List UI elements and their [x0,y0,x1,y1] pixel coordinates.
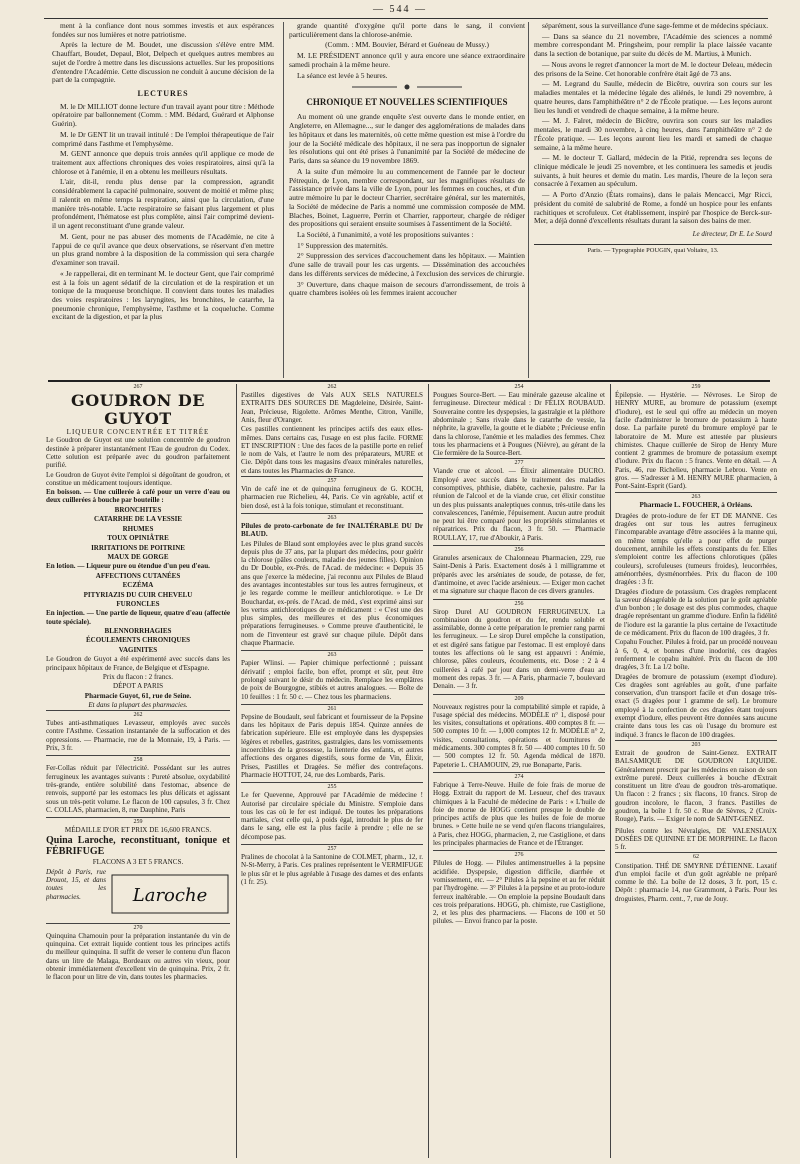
ad-text: En injection. — Une partie de liqueur, quatre d'eau (affectée toute spéciale). [46,609,230,626]
ad-text: Fabrique à Terre-Neuve. Huile de foie frais de morue de Hogg. Extrait du rapport de M. Lesueur, chef des travaux chimiques à la Faculté de médecine de Paris : « L'huile de foie de morue de HOGG contient presque le double de principes actifs de plus que les huiles de foie de morue brunes. » Cette huile ne se vend qu'en flacons triangulaires, à Paris, chez HOGG, pharmacien, 2, rue Castiglione, et dans les principales pharmacies de France et de l'Étranger. [433,780,605,848]
ad-number: 263 [327,514,337,521]
ad-text: Épilepsie. — Hystérie. — Névroses. Le Sirop de HENRY MURE, au bromure de potassium (exempt d'iodure), est le seul qui offre au médecin un moyen facile d'administrer le bromure de potassium à haute dose. La parfaite pureté du bromure employé par le laboratoire de M. Mure est attestée par plusieurs chimistes. Chaque cuillerée de Sirop de Henry Mure contient 2 grammes de bromure de potassium exempt d'iodure. Prix du flacon : 5 francs. Vente en détail. — A Paris, 46, rue Richelieu, pharmacie Lebrou. Vente en gros. — S'adresser à M. HENRY MURE pharmacien, à Pont-Saint-Esprit (Gard). [615,391,777,491]
ad-number: 263 [327,652,337,659]
list-item: VAGINITES [118,645,158,654]
paragraph: — Nous avons le regret d'annoncer la mort de M. le docteur Deleau, médecin des prisons de la Seine. Cet honorable confrère était âgé de 73 ans. [534,59,772,78]
ad-block [615,492,777,509]
list-item: CATARRHE DE LA VESSIE [93,515,183,524]
ad-block [615,852,777,903]
ad-list-1 [46,506,230,563]
ad-number: 274 [514,773,524,780]
list-item: MAUX DE GORGE [107,552,169,561]
ads-column-4 [610,384,777,1158]
ad-text: Constipation. THÉ DE SMYRNE D'ÉTIENNE. Laxatif d'un emploi facile et d'un goût agréable ne préparé comme le thé. La boîte de 12 doses, 3 fr. port, 15 c. Dépôt : pharmacie 14, rue Grammont, à Paris. Pour les droguistes, Pharm. cent., 7, rue de Jouy. [615,861,777,903]
ad-number: 276 [514,852,524,859]
ad-block [615,740,777,824]
ad-text: Et dans la plupart des pharmacies. [88,700,188,709]
ad-text: Dragées d'iodure de potassium. Ces dragées remplacent la saveur désagréable de la solution par le goût agréable d'un bonbon ; le dosage est des plus commodes, chaque dragée représentant un gramme d'iodure. Enfin la fidélité de l'iodure est la garantie la plus certaine de l'exactitude de ce médicament. Prix du flacon de 100 dragées, 3 fr. [615,587,777,638]
ad-list-3 [46,627,230,655]
ad-text: Papier Wlinsi. — Papier chimique perfectionné ; puissant dérivatif ; emploi facile, bon effet, prompt et sûr, peut être prolongé suivant le désir du médecin. Remplace les emplâtres de poix de Bourgogne, stibiés et autres analogues. — Boîte de 10 feuilles : 1 fr. 50 c. — Chez tous les pharmaciens. [241,659,423,701]
ad-text: Prix du flacon : 2 francs. [102,672,174,681]
list-item: ECZÉMA [122,581,154,590]
ad-text: Quinquina Chamouin pour la préparation instantanée du vin de quinquina. Cet extrait liquide contient tous les principes actifs du meilleur quinquina. Il suffit de verser le contenu d'un flacon dans un litre de Malaga, Bordeaux ou autres vin vieux, pour obtenir immédiatement d'excellent vin de quinquina. Prix, 2 fr. le flacon pour un litre de vin, dans toutes les pharmacies. [46,931,230,982]
lectures-heading: LECTURES [137,89,189,99]
paragraph: 2° Suppression des services d'accouchement dans les hôpitaux. — Maintien d'une salle de travail pour les cas urgents. — Dissémination des accouchées dans les différents services de médecine, à l'exclusion des services de chirurgie. [289,251,525,278]
ads-column-1 [46,384,230,1158]
ad-text: En lotion. — Liqueur pure ou étendue d'un peu d'eau. [46,562,210,571]
paragraph: grande quantité d'oxygène qu'il porte dans le sang, il convient particulièrement dans la chlorose-anémie. [289,22,525,39]
ad-text: Pilules de Hogg. — Pilules antimenstruelles à la pepsine acidifiée. Dyspepsie, digestion difficile, diarrhée et vomissement, etc. — 2° Pilules à la pepsine et au fer réduit par l'hydrogène. — 3° Pilules à la pepsine et au proto-iodure ferreux inaltérable. — On emploie la pepsine Boudault dans ces trois préparations. HOGG, ph. chimiste, rue Castiglione, 2, et les plus des pharmaciens. — Flacons de 100 et 50 pilules. — Envoi franco par la poste. [433,859,605,926]
ad-block [241,844,423,886]
ad-number: 257 [327,477,337,484]
list-item: ÉCOULEMENTS CHRONIQUES [85,636,191,645]
article-column-1 [52,22,274,378]
ad-number: 267 [133,384,143,390]
ad-number: 209 [514,695,524,702]
ad-text: Le Goudron de Guyot a été expérimenté avec succès dans les principaux hôpitaux de France, de Belgique et d'Espagne. [46,655,230,672]
ad-number: 255 [327,784,337,791]
ad-number: 256 [514,600,524,607]
ad-number: 259 [691,384,701,390]
ad-text: Pastilles digestives de Vals AUX SELS NATURELS EXTRAITS DES SOURCES DE Magdeleine, Désirée, Saint-Jean, Précieuse, Rigolette. Arômes Menthe, Citron, Vanille, Anis, fleur d'Oranger. [241,391,423,424]
list-item: RHUMES [122,524,154,533]
ad-title: Quina Laroche, reconstituant, tonique et FÉBRIFUGE [46,835,230,858]
list-item: IRRITATIONS DE POITRINE [91,543,185,552]
ad-text: DÉPOT A PARIS [112,682,164,691]
ad-number: 261 [327,705,337,712]
chronique-heading: CHRONIQUE ET NOUVELLES SCIENTIFIQUES [306,96,508,107]
ad-block [433,850,605,925]
ad-text: MÉDAILLE D'OR ET PRIX DE 16,600 FRANCS. [64,826,212,835]
ad-block [433,599,605,691]
paragraph: M. le Dr MILLIOT donne lecture d'un travail ayant pour titre : Méthode opératoire par ballonnement (Comm. : MM. Bédard, Guérard et Alphonse Guérin). [52,101,274,129]
ad-text: Sirop Durel AU GOUDRON FERRUGINEUX. La combinaison du goudron et du fer, rendu soluble et assimilable, donne à cette préparation le premier rang parmi les ferrugineux. — Le sirop Durel empêche la constipation, et est digéré sans fatigue par l'estomac. Il est employé dans toutes les affections où le sang est appauvri : Anémie, chlorose, pâles couleurs, écoulements, etc. Dose : 2 à 4 cuillerées à café par jour dans un demi-verre d'eau au moment des repas. 3 fr. — A Paris, pharmacie 7, boulevard Denain. — 3 fr. [433,607,605,691]
ads-column-2 [236,384,423,1158]
ad-text: Granules arsenicaux de Chalonneau Pharmacien, 229, rue Saint-Denis à Paris. Exactement dosés à 1 milligramme et préparés avec les arséniates de soude, de potasse, de fer, d'antimoine, et avec l'acide arsénieux. — Exiger mon cachet et ma signature sur chaque flacon de ces divers granules. [433,554,605,596]
paragraph: M. Gent, pour ne pas abuser des moments de l'Académie, ne cite à l'appui de ce qu'il avance que deux observations, se réservant d'en mettre un plus grand nombre à la disposition de la commission qui sera chargée d'examiner son travail. [52,231,274,268]
ad-text: Vin de café ine et de quinquina ferrugineux de G. KOCH, pharmacien rue Richelieu, 44, Paris. Ce vin agréable, actif et bien dosé, est à la fois tonique, stimulant et reconstituant. [241,485,423,510]
paragraph: Après la lecture de M. Boudet, une discussion s'élève entre MM. Chauffart, Boudet, Depaul, Blot, Delpech et quelques autres membres au sujet de l'ordre à mettre dans les discussions actuelles. Sur les propositions d'entendre l'Académie. Cette discussion ne conduit à aucune décision de la part de la compagnie. [52,40,274,85]
list-item: PITYRIAZIS DU CUIR CHEVELU [83,590,193,599]
ad-block [433,694,605,769]
ad-text: Pharmacie L. FOUCHER, à Orléans. [639,500,753,509]
ad-number: 277 [514,460,524,467]
paragraph: M. LE PRÉSIDENT annonce qu'il y aura encore une séance extraordinaire samedi prochain à la même heure. [289,51,525,69]
ad-block [46,710,230,752]
list-item: TOUX OPINIÂTRE [107,534,169,543]
paragraph: — M. le docteur T. Gallard, médecin de la Pitié, reprendra ses leçons de clinique médicale le jeudi 25 novembre, et les continuera les samedis et jeudis suivants, à huit heures et demie du matin. Les mardis, l'heure de la leçon sera consacrée à l'examen au spéculum. [534,153,772,189]
ad-text: Copahu Foucher. Pilules à froid, par un procédé nouveau à 6, 0, 4, et bonnes d'une inodorité, ces dragées renferment le copahu inaltéré. Prix du flacon de 100 dragées, 3 fr. La 1/2 boîte. [615,638,777,672]
list-item: FURONCLES [116,600,160,608]
ad-number: 62 [693,854,699,861]
ad-text: FLACONS A 3 ET 5 FRANCS. [92,858,184,867]
ad-text: Pougues Source-Bert. — Eau minérale gazeuse alcaline et ferrugineuse. Directeur médical : Dr FÉLIX ROUBAUD. Souveraine contre les dyspepsies, la gastralgie et la pléthore abdominale ; Sans rivale dans le catarrhe de vessie, la néphrite, la gravelle, la goutte et le diabète ; Précieuse enfin dans la chlorose, l'anémie et les maladies des femmes. Chez tous les pharmaciens et à Pougues (Nièvre), au gérant de la Cie fermière de la Source-Bert. [433,391,605,458]
section-divider [48,380,770,382]
ad-text: Extrait de goudron de Saint-Genez. EXTRAIT BALSAMIQUE DE GOUDRON LIQUIDE. Généralement prescrit par les médecins en raison de son extrême pureté. Deux cuillerées à bouche d'Extrait constituent un litre d'eau de goudron très-aromatique. Un flacon : 2 francs ; six flacons, 10 francs. Sirop de goudron incolore, le flacon, 3 francs. Pastilles de goudron, la boîte 1 fr. 50 c. Rue de Sèvres, 2 (Croix-Rouge), Paris. — Exiger le nom de SAINT-GENEZ. [615,748,777,824]
ads-column-3 [428,384,605,1158]
paragraph: Au moment où une grande enquête s'est ouverte dans le monde entier, en Angleterre, en Allemagne..., sur le danger des agglomérations de malades dans les hôpitaux et dans les maternités, où cette même question est mise à l'ordre du jour de la Société médicale des hôpitaux, il ne sera pas inopportun de signaler les résolutions qui ont été prises à l'unanimité par la Société de médecine de Paris, dans sa séance du 19 novembre 1869. [289,112,525,166]
ad-text: Le Goudron de Guyot évite l'emploi si dégoûtant de goudron, et constitue un médicament toujours identique. [46,470,230,487]
ad-title: GOUDRON DE GUYOT [71,391,205,428]
ad-block [433,772,605,847]
ad-block [46,923,230,982]
ad-block [241,650,423,701]
ad-number: 256 [514,547,524,554]
ad-text: Ces pastilles contiennent les principes actifs des eaux elles-mêmes. Dans certains cas, l'usage en est plus facile. FORME ET INSCRIPTION : Une des faces de la pastille porte en relief le nom de Vals, et l'autre le nom des préparateurs, MURE et Cie. Dépôt dans tous les magasins d'eaux minérales naturelles, et dans toutes les Pharmacies de France. [241,425,423,475]
ad-block [241,704,423,779]
ad-number: 262 [327,384,337,390]
paragraph: M. le Dr GENT lit un travail intitulé : De l'emploi thérapeutique de l'air comprimé dans l'asthme et l'emphysème. [52,129,274,148]
ad-text: Fer-Collas réduit par l'électricité. Possédant sur les autres ferrugineux les avantages suivants : Pureté absolue, oxydabilité très-grande, entière solubilité dans l'estomac, absence de renvois, supporté par les estomacs les plus délicats et agissant sous un très-petit volume. Le flacon de 100 capsules, 3 fr. Chez C. COLLAS, pharmacien, 8, rue Dauphine, Paris [46,764,230,814]
imprint-line: Paris. — Typographie POUGIN, quai Voltaire, 13. [534,244,772,255]
ad-text: Tubes anti-asthmatiques Levasseur, employés avec succès contre l'Asthme. Cessation instantanée de la suffocation et des oppressions. — Pharmacie, rue de la Monnaie, 19, à Paris. — Prix, 3 fr. [46,719,230,753]
ad-block [46,817,230,920]
ad-text: Dépôt à Paris, rue Drouot, 15, et dans toutes les pharmacies. [46,867,106,901]
paragraph: La séance est levée à 5 heures. [297,70,388,80]
ad-text: Pharmacie Guyot, 61, rue de Seine. [84,691,192,700]
paragraph: — M. Legrand du Saulle, médecin de Bicêtre, ouvrira son cours sur les maladies mentales et la médecine légale des aliénés, le lundi 29 novembre, à quatre heures, dans l'amphithéâtre n° 2 de l'École pratique. — Les leçons auront lieu les lundi et vendredi de chaque semaine, à la même heure. [534,79,772,115]
paragraph: — M. J. Falret, médecin de Bicêtre, ouvrira son cours sur les maladies mentales, le mardi 30 novembre, à cinq heures, dans l'amphithéâtre n° 2 de l'École pratique. — Les leçons auront lieu les mardi et samedi de chaque semaine, à la même heure. [534,116,772,152]
paragraph: 1° Suppression des maternités. [297,240,388,250]
director-signature: Le directeur, Dr E. Le Sourd [692,230,772,239]
article-column-2 [283,22,525,378]
ad-text: Pepsine de Boudault, seul fabricant et fournisseur de la Pepsine dans les hôpitaux de Paris depuis 1854. Quinze années de fabrication supérieure. Elle est employée dans les dyspepsies légères et rebelles, gastrites, gastralgies, dans les vomissements incoercibles de la grossesse, la lienterie des enfants, et autres affections des organes digestifs, sous forme de Vin, Élixir, Prises, Pastilles et Dragées. Se méfier des contrefaçons. Pharmacie HOTTOT, 24, rue des Lombards, Paris. [241,712,423,779]
ad-number: 262 [133,712,143,719]
ad-number: 257 [327,846,337,853]
ad-number: 270 [133,924,143,931]
paragraph: A la suite d'un mémoire lu au commencement de l'année par le docteur Pétrequin, de Lyon, membre correspondant, sur les magnifiques résultats de l'assistance privée dans la ville de Lyon, pour les femmes en couches, et d'un autre mémoire lu par le docteur Charrier, secrétaire général, sur les maternités, la Société de médecine de Paris a nommé une commission composée de MM. Blaches, Boinet, Laguerre, Perrin et Charrier, rapporteur, chargée de rédiger des propositions qui seraient ensuite soumises à l'assentiment de la Société. [289,166,525,229]
ad-block [46,755,230,814]
ad-text: Le Goudron de Guyot est une solution concentrée de goudron destinée à préparer instantanément l'Eau de goudron du Codex. Cette solution est préparée avec du goudron parfaitement purifié. [46,436,230,470]
ad-text: Les Pilules de Blaud sont employées avec le plus grand succès depuis plus de 37 ans, par la plupart des médecins, pour guérir la chlorose (pâles couleurs, maladie des jeunes filles). Opinion du Dr Double, ex-Prés. de l'Acad. de médecine: « Depuis 35 ans que j'exerce la médecine, j'ai reconnu aux Pilules de Blaud des avantages incontestables sur tous les autres ferrugineux, et je les regarde comme le meilleur antichlorotique. » Le Dr Bouchardat, ex-prés. de l'Acad. de méd., s'est exprimé ainsi sur les vertus antichlorotiques de ce médicament : « C'est une des plus simples, des meilleures et des plus économiques préparations ferrugineuses. » Comme preuve d'authenticité, le nom de l'inventeur est gravé sur chaque pilule. Dépôt dans chaque Pharmacie. [241,539,423,648]
paragraph: — Dans sa séance du 21 novembre, l'Académie des sciences a nommé membre correspondant M. Pringsheim, pour remplir la place laissée vacante dans la section de botanique, par suite du décès de M. Martius, à Munich. [534,31,772,59]
ad-block [241,476,423,510]
ad-text: Pralines de chocolat à la Santonine de COLMET, pharm., 12, r. N-St-Merry, à Paris. Ces pralines représentent le VERMIFUGE le plus sûr et le plus agréable à l'usage des dames et des enfants (1 fr. 25). [241,853,423,886]
paragraph: 3° Ouverture, dans chaque maison de secours d'arrondissement, de trois à quatre chambres isolées où les femmes iraient accoucher [289,279,525,298]
paragraph: « Je rappellerai, dit en terminant M. le docteur Gent, que l'air comprimé est à la fois un agent sédatif de la circulation et de la respiration et un tonique de la muqueuse bronchique. Il convient dans toutes les maladies des voies respiratoires : les laryngites, les bronchites, le catarrhe, la pneumonie chronique, l'emphysème, l'asthme et la coqueluche. Comme excitant de la digestion, et par la plus [52,268,274,322]
ad-text: En boisson. — Une cuillerée à café pour un verre d'eau ou deux cuillerées à bouche par bouteille : [46,488,230,505]
paragraph: (Comm. : MM. Bouvier, Bérard et Guéneau de Mussy.) [325,40,489,50]
ad-sig-row [46,868,230,920]
ad-text: Dragées de bromure de potassium (exempt d'iodure). Ces dragées sont agréables au goût, d'une parfaite conservation, d'un transport facile et d'un dosage très-exact (5 dragées pour 1 gramme de sel). Le bromure employé à la confection de ces dragées étant toujours exempt d'iodure, elles peuvent être données sans aucune crainte dans tous les cas où l'usage du bromure est indiqué. 3 francs le flacon de 100 dragées. [615,672,777,739]
ad-block [433,458,605,542]
page-number: — 544 — [373,4,427,15]
ad-block [241,782,423,841]
ad-text: Nouveaux registres pour la comptabilité simple et rapide, à l'usage spécial des médecins. MODÈLE n° 1, disposé pour les visites, consultations et opérations. 400 comptes 8 fr. — 500 comptes 10 fr. — 1,000 comptes 12 fr. MODÈLE n° 2, visites, consultations, opérations et fournitures de médicaments. 300 comptes 8 fr. 50 — 400 comptes 10 fr. 50 — 500 comptes 12 fr. 50. Agenda médical de 1870. Papeterie L. CHAMOUIN, 29, rue Bonaparte, Paris. [433,702,605,769]
ad-number: 258 [133,757,143,764]
ornament-divider [289,83,525,92]
paragraph: M. GENT annonce que depuis trois années qu'il applique ce mode de traitement aux affections chroniques des voies respiratoires, ainsi qu'à la chlorose et à l'anémie, il en a obtenu les meilleurs résultats. [52,149,274,176]
ad-number: 254 [514,384,524,390]
signature-image [110,871,230,917]
ad-text: Viande crue et alcool. — Élixir alimentaire DUCRO. Employé avec succès dans le traitement des maladies consomptives, phthisie, diabète, cachexie, palustre. Par la réunion de l'alcool et de la viande crue, cet élixir constitue un des plus puissants analeptiques connus, très-utile dans les convalescences, l'anémie, l'épuisement. Aucun autre produit ne peut lui être comparé pour les propriétés stimulantes et réparatrices. Prix du flacon, 3 fr. 50. — Pharmacie ROULLAY, 17, rue d'Aboukir, à Paris. [433,467,605,542]
paragraph: L'air, dit-il, rendu plus dense par la compression, agrandit considérablement la capacité pulmonaire, souvent de moitié et même plus; il ralentit en même temps la respiration, ainsi que la circulation, d'une manière très-notable. L'acte respiratoire se faisant plus largement et plus profondément, l'hématose est plus complète, ainsi l'air comprimé devient-il un agent reconstituant d'une grande valeur. [52,177,274,231]
ad-number: 203 [691,741,701,748]
ad-text: Pilules de proto-carbonate de fer INALTÉRABLE DU Dr BLAUD. [241,521,423,539]
paragraph: séparément, sous la surveillance d'une sage-femme et de médecins spéciaux. [542,22,769,30]
ad-text: Le fer Quevenne, Approuvé par l'Académie de médecine ! Autorisé par circulaire spéciale du Ministre. S'emploie dans tous les cas où le fer est indiqué. De toutes les préparations martiales, c'est celle qui, à poids égal, introduit le plus de fer dans le sang, elle est la plus facile à prendre ; elle ne se décompose pas. [241,791,423,841]
ad-block [433,545,605,596]
ad-text: Pilules contre les Névralgies, DE VALENSIAUX DOSÉES DE QUININE ET DE MORPHINE. Le flacon 5 fr. [615,826,777,852]
paragraph: — A Porto d'Anzio (États romains), dans le palais Mencacci, Mgr Ricci, président du comité de salubrité de Rome, a fondé un hospice pour les enfants rachitiques et scrofuleux. Cet établissement, inspiré par l'hospice de Berck-sur-Mer, a déjà donné d'excellents résultats durant la saison des bains de mer. [534,190,772,226]
top-rule [44,18,768,19]
ad-number: 259 [133,819,143,826]
ad-list-2 [46,572,230,610]
ad-block [241,513,423,647]
article-column-3 [528,22,772,378]
list-item: AFFECTIONS CUTANÉES [95,571,181,580]
ad-subtitle: LIQUEUR CONCENTRÉE ET TITRÉE [66,428,210,437]
ad-text: Dragées de proto-iodure de fer ET DE MANNE. Ces dragées ont sur tous les autres ferrugineux l'incomparable avantage d'être associées à la manne qui, en même temps qu'elle a pour effet de purger doucement, annihile les effets constipants du fer. Elles s'emploient contre les affections chlorotiques (pâles couleurs), scrofuleuses (tumeurs froides), leucorrhées, aménorrhées, dysménorrhées. Prix du flacon de 100 dragées : 3 fr. [615,511,777,587]
paragraph: La Société, à l'unanimité, a voté les propositions suivantes : [297,230,474,239]
paragraph: ment à la confiance dont nous sommes investis et aux espérances fondées sur nos lumières et notre patriotisme. [52,22,274,39]
ad-number: 263 [691,493,701,500]
list-item: BLENNORRHAGIES [104,627,172,636]
signature-text: Laroche [132,884,208,906]
list-item: BRONCHITES [114,505,162,514]
